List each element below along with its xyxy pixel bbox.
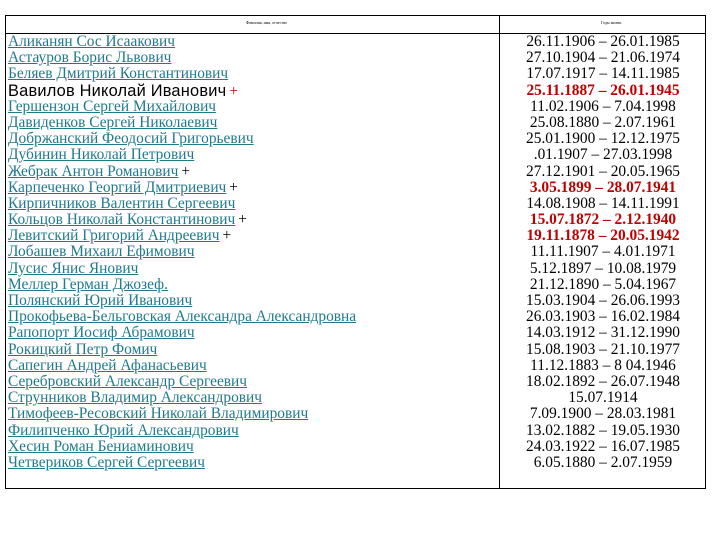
person-name-link[interactable]: Прокофьева-Бельговская Александра Александровна <box>8 309 357 326</box>
person-name-link[interactable]: Дубинин Николай Петрович <box>8 147 195 164</box>
life-dates: 27.12.1901 – 20.05.1965 <box>526 163 680 180</box>
name-row <box>8 374 496 390</box>
name-row <box>8 325 496 341</box>
name-row <box>8 115 496 131</box>
life-dates: 5.12.1897 – 10.08.1979 <box>529 260 677 277</box>
person-name-link[interactable]: Вавилов Николай Иванович <box>8 82 227 99</box>
name-row <box>8 423 496 439</box>
name-row <box>8 358 496 374</box>
person-name-link[interactable]: Добржанский Феодосий Григорьевич <box>8 131 254 148</box>
life-dates: 21.12.1890 – 5.04.1967 <box>529 276 677 293</box>
life-dates: 24.03.1922 – 16.07.1985 <box>526 438 680 455</box>
person-name-link[interactable]: Кирпичников Валентин Сергеевич <box>8 195 236 212</box>
life-dates: 15.07.1914 <box>568 390 638 407</box>
life-dates: 14.03.1912 – 31.12.1990 <box>526 325 680 342</box>
person-name-link[interactable]: Левитский Григорий Андреевич <box>8 228 220 245</box>
name-row <box>8 277 496 293</box>
name-row <box>8 293 496 309</box>
name-row <box>8 228 496 244</box>
life-dates: 25.08.1880 – 2.07.1961 <box>529 114 677 131</box>
name-row <box>8 212 496 228</box>
repressed-mark: + <box>222 228 232 245</box>
person-name-link[interactable]: Астауров Борис Львович <box>8 50 172 67</box>
life-dates: 7.09.1900 – 28.03.1981 <box>529 406 677 423</box>
life-dates: 14.08.1908 – 14.11.1991 <box>526 195 680 212</box>
name-row <box>8 390 496 406</box>
names-column <box>8 34 496 471</box>
life-dates: 15.07.1872 – 2.12.1940 <box>529 212 677 229</box>
life-dates: 25.01.1900 – 12.12.1975 <box>526 131 680 148</box>
life-dates: 11.02.1906 – 7.04.1998 <box>530 98 676 115</box>
person-name-link[interactable]: Аликанян Сос Исаакович <box>8 34 175 50</box>
person-name-link[interactable]: Хесин Роман Бениаминович <box>8 438 194 455</box>
life-dates: 15.08.1903 – 21.10.1977 <box>526 341 680 358</box>
person-name-link[interactable]: Сапегин Андрей Афанасьевич <box>8 357 207 374</box>
person-name-link[interactable]: Давиденков Сергей Николаевич <box>8 114 218 131</box>
person-name-link[interactable]: Жебрак Антон Романович <box>8 163 179 180</box>
name-row <box>8 406 496 422</box>
name-row <box>8 164 496 180</box>
person-name-link[interactable]: Меллер Герман Джозеф. <box>8 276 168 293</box>
name-row <box>8 34 496 50</box>
name-row <box>8 455 496 471</box>
header-dates: Годы жизни <box>601 20 622 25</box>
life-dates: 11.11.1907 – 4.01.1971 <box>530 244 676 261</box>
name-row <box>8 131 496 147</box>
life-dates: 6.05.1880 – 2.07.1959 <box>533 454 673 471</box>
life-dates: 13.02.1882 – 19.05.1930 <box>526 422 680 439</box>
person-name-link[interactable]: Кольцов Николай Константинович <box>8 212 236 229</box>
person-name-link[interactable]: Гершензон Сергей Михайлович <box>8 98 217 115</box>
name-row <box>8 66 496 82</box>
name-row <box>8 309 496 325</box>
life-dates: 17.07.1917 – 14.11.1985 <box>526 66 680 83</box>
name-row <box>8 196 496 212</box>
person-name-link[interactable]: Рокицкий Петр Фомич <box>8 341 158 358</box>
name-row <box>8 147 496 163</box>
life-dates: .01.1907 – 27.03.1998 <box>533 147 673 164</box>
name-row <box>8 342 496 358</box>
geneticists-table <box>5 15 706 489</box>
life-dates: 27.10.1904 – 21.06.1974 <box>526 50 680 67</box>
life-dates: 25.11.1887 – 26.01.1945 <box>526 82 680 99</box>
name-row <box>8 439 496 455</box>
person-name-link[interactable]: Тимофеев-Ресовский Николай Владимирович <box>8 406 309 423</box>
life-dates: 15.03.1904 – 26.06.1993 <box>526 293 680 309</box>
name-row <box>8 244 496 260</box>
life-dates: 19.11.1878 – 20.05.1942 <box>526 228 680 245</box>
life-dates: 26.03.1903 – 16.02.1984 <box>526 309 680 326</box>
person-name-link[interactable]: Лусис Янис Янович <box>8 260 139 277</box>
person-name-link[interactable]: Филипченко Юрий Александрович <box>8 422 239 439</box>
person-name-link[interactable]: Четвериков Сергей Сергеевич <box>8 454 206 471</box>
repressed-mark: + <box>229 82 239 99</box>
repressed-mark: + <box>181 163 191 180</box>
person-name-link[interactable]: Беляев Дмитрий Константинович <box>8 66 229 83</box>
person-name-link[interactable]: Рапопорт Иосиф Абрамович <box>8 325 195 342</box>
life-dates: 3.05.1899 – 28.07.1941 <box>529 179 677 196</box>
name-row <box>8 50 496 66</box>
name-row <box>8 180 496 196</box>
column-divider <box>499 16 500 488</box>
repressed-mark: + <box>238 212 247 229</box>
person-name-link[interactable]: Полянский Юрий Иванович <box>8 293 193 309</box>
life-dates: 18.02.1892 – 26.07.1948 <box>526 373 680 390</box>
repressed-mark: + <box>229 179 238 196</box>
name-row <box>8 261 496 277</box>
person-name-link[interactable]: Серебровский Александр Сергеевич <box>8 373 248 390</box>
life-dates: 26.11.1906 – 26.01.1985 <box>526 34 680 50</box>
person-name-link[interactable]: Струнников Владимир Александрович <box>8 390 263 407</box>
name-row <box>8 99 496 115</box>
name-row <box>8 83 496 99</box>
header-names: Фамилия, имя, отчество <box>246 20 288 25</box>
dates-column <box>503 34 703 471</box>
person-name-link[interactable]: Карпеченко Георгий Дмитриевич <box>8 179 227 196</box>
life-dates: 11.12.1883 – 8 04.1946 <box>530 357 676 374</box>
person-name-link[interactable]: Лобашев Михаил Ефимович <box>8 244 195 261</box>
